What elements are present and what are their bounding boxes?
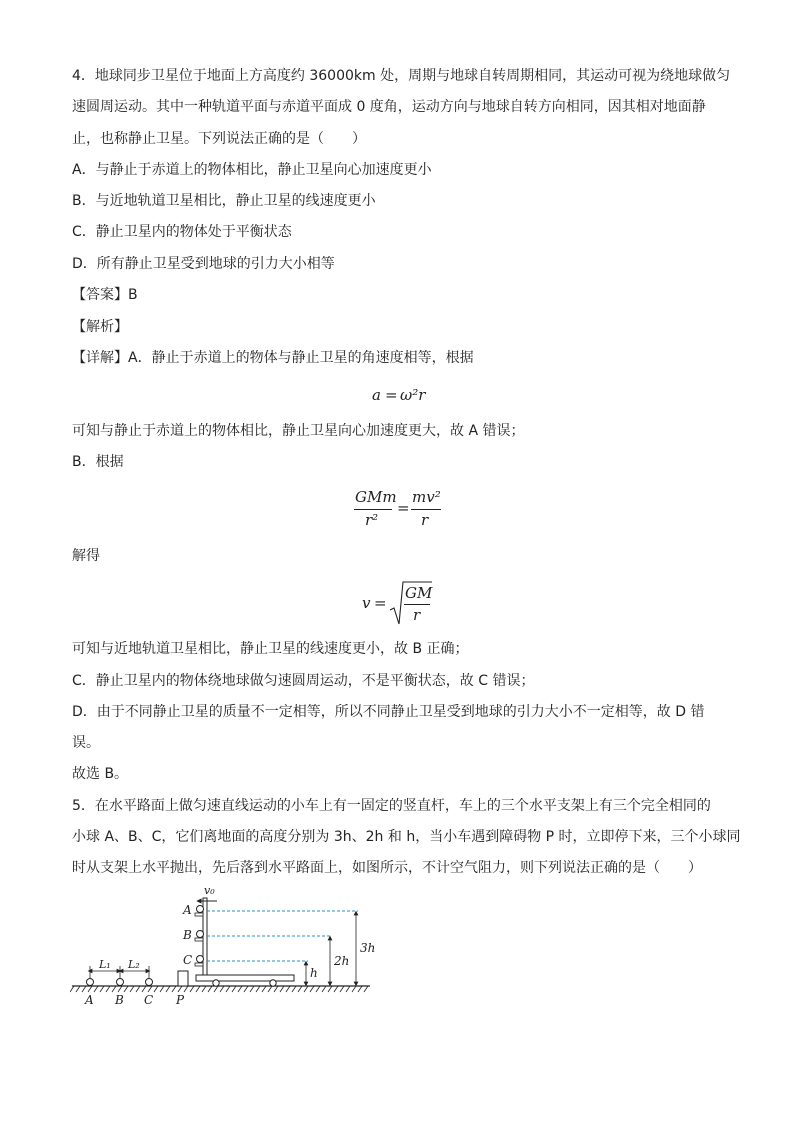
height-label-2h: 2h: [334, 954, 350, 968]
obstacle-p: [178, 971, 188, 986]
ground-label-c: C: [144, 993, 154, 1007]
q4-option-a: A．与静止于赤道上的物体相比，静止卫星向心加速度更小: [72, 162, 432, 178]
formula3-numerator: GM: [405, 584, 433, 602]
ball-b-on-bracket: [195, 931, 204, 942]
formula-orbital-velocity: [362, 580, 442, 628]
q4-after-formula1: 可知与静止于赤道上的物体相比，静止卫星向心加速度更大，故 A 错误；: [72, 423, 525, 439]
formula2-fraction-bar-left: [354, 509, 392, 510]
formula3-fraction-bar: [404, 604, 430, 605]
ground: [70, 986, 370, 992]
cart: [196, 975, 294, 986]
q4-stem-line-2: 速圆周运动。其中一种轨道平面与赤道平面成 0 度角，运动方向与地球自转方向相同，因其相对地面静: [72, 99, 706, 115]
formula2-denominator-right: r: [421, 511, 429, 529]
q4-stem-line-3: 止，也称静止卫星。下列说法正确的是（ ）: [72, 131, 366, 147]
ground-ball-c: [146, 979, 153, 986]
ball-a-on-bracket: [195, 906, 204, 917]
q4-after-formula3: 可知与近地轨道卫星相比，静止卫星的线速度更小，故 B 正确；: [72, 641, 469, 657]
q4-solve: 解得: [72, 548, 100, 564]
velocity-label: v₀: [204, 884, 215, 897]
label-ball-a: A: [183, 903, 192, 917]
formula-centripetal-acceleration: [372, 386, 432, 406]
ground-label-a: A: [85, 993, 94, 1007]
q4-choose: 故选 B。: [72, 766, 129, 782]
q4-d-line-2: 误。: [72, 735, 100, 751]
formula2-equals: =: [397, 499, 410, 517]
q4-analysis-label: 【解析】: [72, 319, 128, 335]
label-ball-b: B: [183, 928, 192, 942]
formula1-equals: =: [385, 386, 398, 404]
q5-stem-line-3: 时从支架上水平抛出，先后落到水平路面上，如图所示，不计空气阻力，则下列说法正确的是（ ）: [72, 860, 702, 876]
ground-label-b: B: [115, 993, 124, 1007]
q4-d-line-1: D．由于不同静止卫星的质量不一定相等，所以不同静止卫星受到地球的引力大小不一定相等，故 D 错: [72, 704, 705, 720]
formula3-equals: =: [374, 594, 387, 612]
spacing-label-l2: L₂: [128, 958, 140, 971]
spacing-label-l1: L₁: [99, 958, 111, 971]
q4-stem-line-1: 4．地球同步卫星位于地面上方高度约 36000km 处，周期与地球自转周期相同，其运动可视为绕地球做匀: [72, 68, 731, 84]
formula2-fraction-bar-right: [411, 509, 441, 510]
q4-option-d: D．所有静止卫星受到地球的引力大小相等: [72, 256, 335, 272]
height-label-3h: 3h: [360, 941, 376, 955]
formula1-lhs: a: [372, 386, 381, 404]
formula2-numerator-left: GMm: [355, 488, 397, 506]
q4-c-line: C．静止卫星内的物体绕地球做匀速圆周运动，不是平衡状态，故 C 错误；: [72, 673, 535, 689]
formula-gravitation-equals-centripetal: [352, 488, 452, 536]
ground-ball-b: [117, 979, 124, 986]
formula3-lhs: v: [362, 594, 371, 612]
ball-c-on-bracket: [195, 956, 204, 967]
formula3-denominator: r: [413, 606, 421, 624]
ground-ball-a: [87, 979, 94, 986]
cart-balls-figure: [70, 880, 380, 1010]
q5-stem-line-2: 小球 A、B、C，它们离地面的高度分别为 3h、2h 和 h，当小车遇到障碍物 P 时，立即停下来，三个小球同: [72, 829, 741, 845]
q4-option-b: B．与近地轨道卫星相比，静止卫星的线速度更小: [72, 193, 376, 209]
ground-label-p: P: [176, 993, 185, 1007]
label-ball-c: C: [183, 953, 193, 967]
height-label-h: h: [310, 966, 318, 980]
q4-b-basis: B．根据: [72, 454, 124, 470]
q4-option-c: C．静止卫星内的物体处于平衡状态: [72, 224, 292, 240]
q4-detail-a: 【详解】A．静止于赤道上的物体与静止卫星的角速度相等，根据: [72, 350, 474, 366]
formula2-numerator-right: mv²: [412, 488, 441, 506]
formula2-denominator-left: r²: [365, 511, 379, 529]
q4-answer: 【答案】B: [72, 287, 138, 303]
q5-stem-line-1: 5．在水平路面上做匀速直线运动的小车上有一固定的竖直杆，车上的三个水平支架上有三个完全相同的: [72, 798, 711, 814]
formula1-rhs: ω²r: [400, 386, 426, 404]
